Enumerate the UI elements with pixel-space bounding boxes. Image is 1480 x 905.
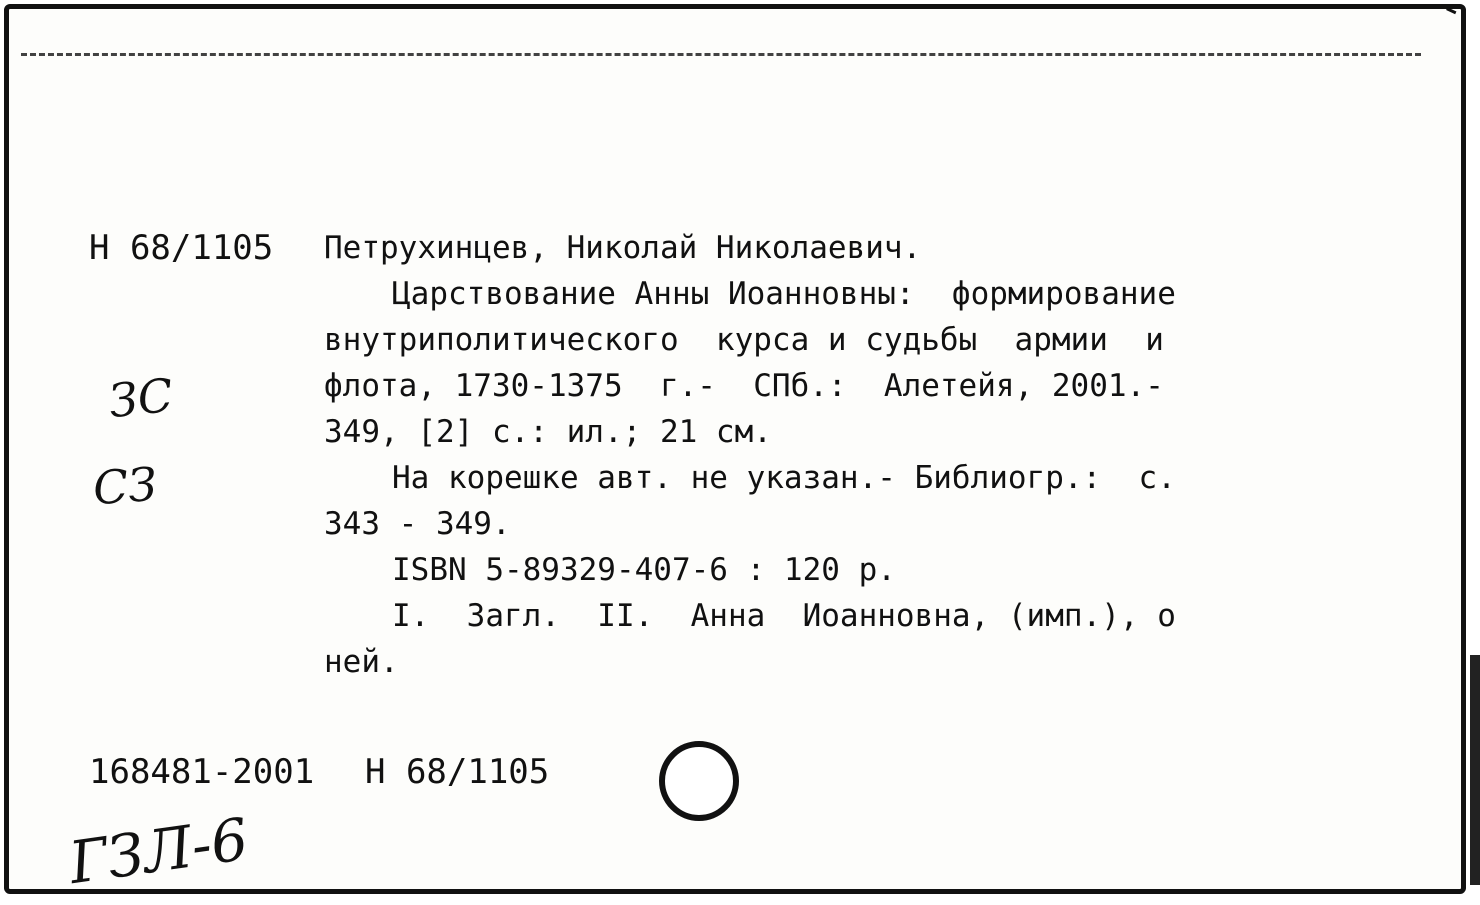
entry-physical-description: 349, [2] с.: ил.; 21 см.	[324, 414, 772, 450]
catalog-card	[4, 4, 1466, 898]
rod-hole	[659, 741, 739, 821]
corner-tick-mark	[1444, 7, 1457, 19]
entry-title-line-1: Царствование Анны Иоанновны: формирование	[392, 276, 1176, 312]
accession-number: 168481-2001	[89, 752, 315, 792]
entry-title-line-3: флота, 1730-1375 г.- СПб.: Алетейя, 2001.-	[324, 368, 1164, 404]
entry-note-line-2: 343 - 349.	[324, 506, 511, 542]
entry-author-line: Петрухинцев, Николай Николаевич.	[324, 230, 922, 266]
perforation-line	[21, 53, 1421, 56]
bibliographic-entry	[324, 225, 1304, 685]
call-number-top: Н 68/1105	[89, 228, 274, 268]
handwritten-note-1: ЗС	[106, 367, 176, 429]
edge-shadow	[1470, 655, 1480, 885]
entry-isbn-line: ISBN 5-89329-407-6 : 120 р.	[392, 552, 896, 588]
entry-note-line-1: На корешке авт. не указан.- Библиогр.: с.	[392, 460, 1176, 496]
entry-title-line-2: внутриполитического курса и судьбы армии и	[324, 322, 1164, 358]
handwritten-note-2: СЗ	[91, 456, 159, 516]
entry-tracings-line-1: I. Загл. II. Анна Иоанновна, (имп.), о	[392, 598, 1176, 634]
call-number-bottom: Н 68/1105	[365, 752, 550, 792]
handwritten-note-3: ГЗЛ-6	[65, 804, 253, 898]
entry-tracings-line-2: ней.	[324, 644, 399, 680]
